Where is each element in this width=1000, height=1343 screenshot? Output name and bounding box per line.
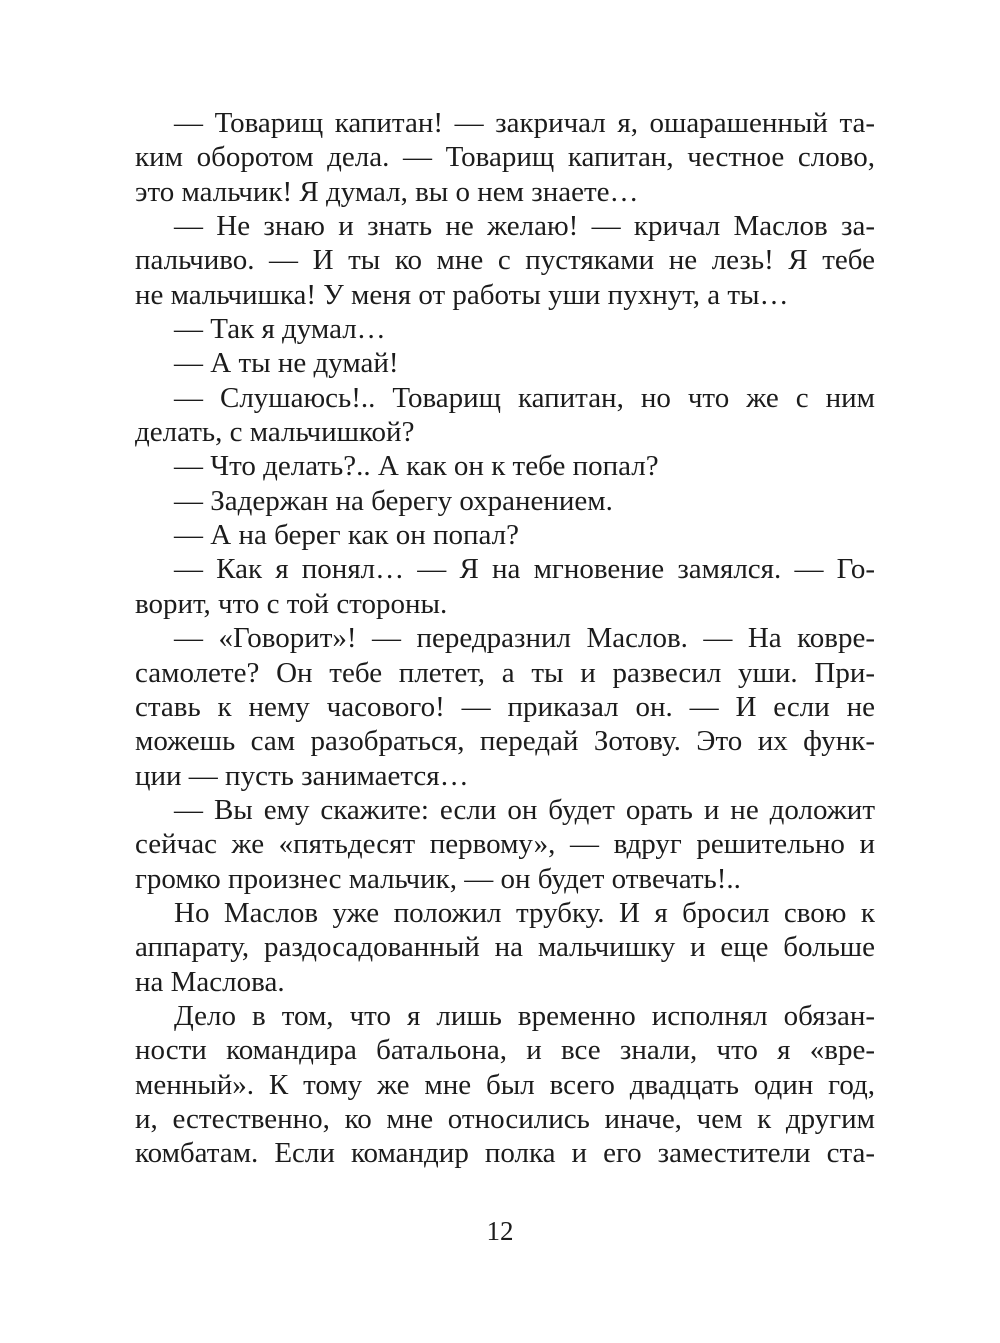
text-line: — Так я думал… <box>174 313 386 346</box>
text-line: самолете? Он тебе плетет, а ты и развесил уши. При- <box>135 656 875 689</box>
text-line: и, естественно, ко мне относились иначе, чем к другим <box>135 1102 875 1135</box>
text-line: — Товарищ капитан! — закричал я, ошарашенный та- <box>174 107 875 139</box>
text-line: ставь к нему часового! — приказал он. — И если не <box>135 690 875 723</box>
text-line: делать, с мальчишкой? <box>135 416 415 449</box>
page-number: 12 <box>486 1216 514 1246</box>
text-line: не мальчишка! У меня от работы уши пухнут, а ты… <box>135 278 789 311</box>
text-line: ности командира батальона, и все знали, что я «вре- <box>135 1034 875 1067</box>
text-line: на Маслова. <box>135 965 285 998</box>
text-line: сейчас же «пятьдесят первому», — вдруг решительно и <box>135 828 875 861</box>
text-line: ким оборотом дела. — Товарищ капитан, честное слово, <box>135 141 875 174</box>
text-line: — Что делать?.. А как он к тебе попал? <box>174 450 659 483</box>
text-line: — Не знаю и знать не желаю! — кричал Маслов за- <box>174 210 875 243</box>
text-line: — Задержан на берегу охранением. <box>174 484 613 517</box>
text-line: — Вы ему скажите: если он будет орать и не доложит <box>174 793 875 826</box>
text-line: комбатам. Если командир полка и его заместители ста- <box>135 1137 875 1170</box>
text-line: пальчиво. — И ты ко мне с пустяками не лезь! Я тебе <box>135 244 875 277</box>
page-body-text <box>135 106 875 1171</box>
text-line: — Как я понял… — Я на мгновение замялся. — Го- <box>174 553 875 586</box>
text-line: ции — пусть занимается… <box>135 759 469 792</box>
text-line: можешь сам разобраться, передай Зотову. Это их функ- <box>135 725 875 758</box>
text-line: Дело в том, что я лишь временно исполнял обязан- <box>174 999 875 1032</box>
text-line: менный». К тому же мне был всего двадцать один год, <box>135 1068 875 1101</box>
text-line: ворит, что с той стороны. <box>135 587 448 620</box>
text-line: — А на берег как он попал? <box>174 519 519 552</box>
text-line: аппарату, раздосадованный на мальчишку и еще больше <box>135 931 875 964</box>
text-line: Но Маслов уже положил трубку. И я бросил свою к <box>174 896 875 929</box>
text-line: громко произнес мальчик, — он будет отвечать!.. <box>135 862 741 895</box>
text-line: — «Говорит»! — передразнил Маслов. — На ковре- <box>174 622 875 655</box>
text-line: это мальчик! Я думал, вы о нем знаете… <box>135 175 639 208</box>
text-line: — А ты не думай! <box>174 347 399 380</box>
text-line: — Слушаюсь!.. Товарищ капитан, но что же с ним <box>174 381 875 414</box>
